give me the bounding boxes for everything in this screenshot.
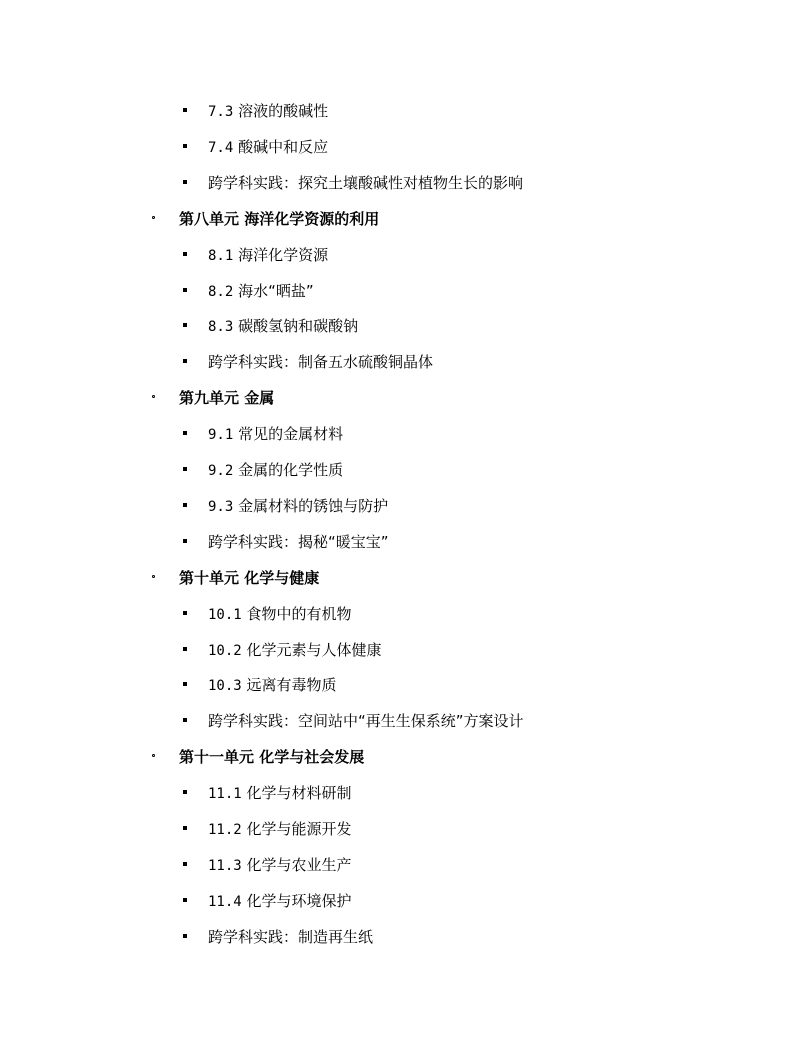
square-bullet-icon (183, 431, 187, 435)
lesson-item (0, 775, 793, 811)
item-text (208, 344, 433, 380)
lesson-title: 远离有毒物质 (246, 676, 337, 695)
lesson-title: 化学元素与人体健康 (246, 640, 382, 659)
lesson-number: 11.1 (208, 786, 242, 803)
item-text (208, 452, 343, 489)
square-bullet-icon (183, 898, 187, 902)
unit-heading (0, 380, 793, 416)
item-text (208, 596, 352, 633)
lesson-item (0, 847, 793, 883)
lesson-title: 海洋化学资源 (238, 245, 329, 264)
lesson-item (0, 93, 793, 129)
hollow-bullet-icon (152, 575, 155, 578)
item-text (208, 129, 328, 166)
square-bullet-icon (183, 682, 187, 686)
lesson-title: 跨学科实践：空间站中“再生生保系统”方案设计 (208, 712, 524, 731)
lesson-number: 8.2 (208, 283, 234, 300)
lesson-item (0, 344, 793, 380)
lesson-number: 7.3 (208, 104, 234, 120)
square-bullet-icon (183, 503, 187, 507)
square-bullet-icon (183, 718, 187, 722)
item-text (208, 883, 352, 920)
square-bullet-icon (183, 144, 187, 148)
lesson-title: 酸碱中和反应 (238, 137, 329, 156)
lesson-number: 10.1 (208, 606, 242, 623)
item-text (179, 380, 274, 416)
lesson-item (0, 811, 793, 847)
item-text (208, 811, 352, 848)
lesson-number: 7.4 (208, 139, 234, 156)
lesson-item (0, 883, 793, 919)
item-text (208, 847, 352, 884)
hollow-bullet-icon (152, 216, 155, 219)
square-bullet-icon (183, 467, 187, 471)
lesson-number: 8.1 (208, 247, 234, 264)
item-text (208, 237, 328, 274)
lesson-title: 跨学科实践：制造再生纸 (208, 927, 374, 946)
item-text (179, 201, 379, 237)
item-text (208, 919, 373, 955)
lesson-item (0, 524, 793, 560)
lesson-number: 8.3 (208, 319, 234, 336)
lesson-title: 食物中的有机物 (246, 604, 352, 623)
square-bullet-icon (183, 647, 187, 651)
square-bullet-icon (183, 862, 187, 866)
unit-heading (0, 201, 793, 237)
item-text (208, 667, 337, 704)
lesson-title: 碳酸氢钠和碳酸钠 (238, 317, 359, 336)
lesson-title: 化学与材料研制 (246, 784, 352, 803)
lesson-title: 海水“晒盐” (238, 281, 314, 300)
square-bullet-icon (183, 826, 187, 830)
lesson-title: 跨学科实践：揭秘“暖宝宝” (208, 532, 389, 551)
hollow-bullet-icon (152, 395, 155, 398)
lesson-item (0, 416, 793, 452)
lesson-title: 跨学科实践：探究土壤酸碱性对植物生长的影响 (208, 173, 524, 192)
item-text (208, 308, 358, 345)
lesson-title: 常见的金属材料 (238, 425, 344, 444)
lesson-item (0, 632, 793, 668)
lesson-item (0, 667, 793, 703)
square-bullet-icon (183, 359, 187, 363)
item-text (208, 632, 382, 669)
item-text (208, 703, 524, 739)
lesson-item (0, 488, 793, 524)
hollow-bullet-icon (152, 754, 155, 757)
unit-heading (0, 560, 793, 596)
unit-title: 第九单元 金属 (179, 389, 275, 408)
square-bullet-icon (183, 288, 187, 292)
lesson-number: 10.2 (208, 642, 242, 659)
square-bullet-icon (183, 611, 187, 615)
unit-title: 第十单元 化学与健康 (179, 568, 320, 587)
lesson-item (0, 308, 793, 344)
item-text (179, 560, 319, 596)
lesson-title: 跨学科实践：制备五水硫酸铜晶体 (208, 353, 434, 372)
lesson-number: 9.1 (208, 427, 234, 444)
lesson-title: 金属材料的锈蚀与防护 (238, 496, 389, 515)
lesson-item (0, 452, 793, 488)
square-bullet-icon (183, 252, 187, 256)
lesson-number: 10.3 (208, 678, 242, 695)
item-text (208, 273, 314, 310)
square-bullet-icon (183, 180, 187, 184)
item-text (208, 93, 328, 130)
item-text (208, 416, 343, 453)
item-text (179, 739, 364, 775)
unit-title: 第十一单元 化学与社会发展 (179, 748, 365, 767)
square-bullet-icon (183, 323, 187, 327)
square-bullet-icon (183, 539, 187, 543)
lesson-number: 11.3 (208, 857, 242, 874)
lesson-number: 9.3 (208, 498, 234, 515)
lesson-item (0, 703, 793, 739)
unit-heading (0, 739, 793, 775)
lesson-item (0, 919, 793, 955)
square-bullet-icon (183, 108, 187, 112)
lesson-item (0, 273, 793, 309)
item-text (208, 488, 388, 525)
lesson-title: 化学与能源开发 (246, 820, 352, 838)
lesson-item (0, 237, 793, 273)
lesson-item (0, 165, 793, 201)
lesson-number: 9.2 (208, 463, 234, 479)
square-bullet-icon (183, 934, 187, 938)
lesson-number: 11.4 (208, 893, 242, 910)
lesson-title: 化学与环境保护 (246, 891, 352, 910)
lesson-title: 化学与农业生产 (246, 855, 352, 874)
square-bullet-icon (183, 790, 187, 794)
lesson-title: 金属的化学性质 (238, 461, 344, 479)
lesson-item (0, 129, 793, 165)
item-text (208, 165, 523, 201)
item-text (208, 524, 389, 560)
unit-title: 第八单元 海洋化学资源的利用 (179, 209, 380, 228)
lesson-item (0, 596, 793, 632)
item-text (208, 775, 352, 812)
lesson-number: 11.2 (208, 822, 242, 838)
lesson-title: 溶液的酸碱性 (238, 102, 329, 120)
